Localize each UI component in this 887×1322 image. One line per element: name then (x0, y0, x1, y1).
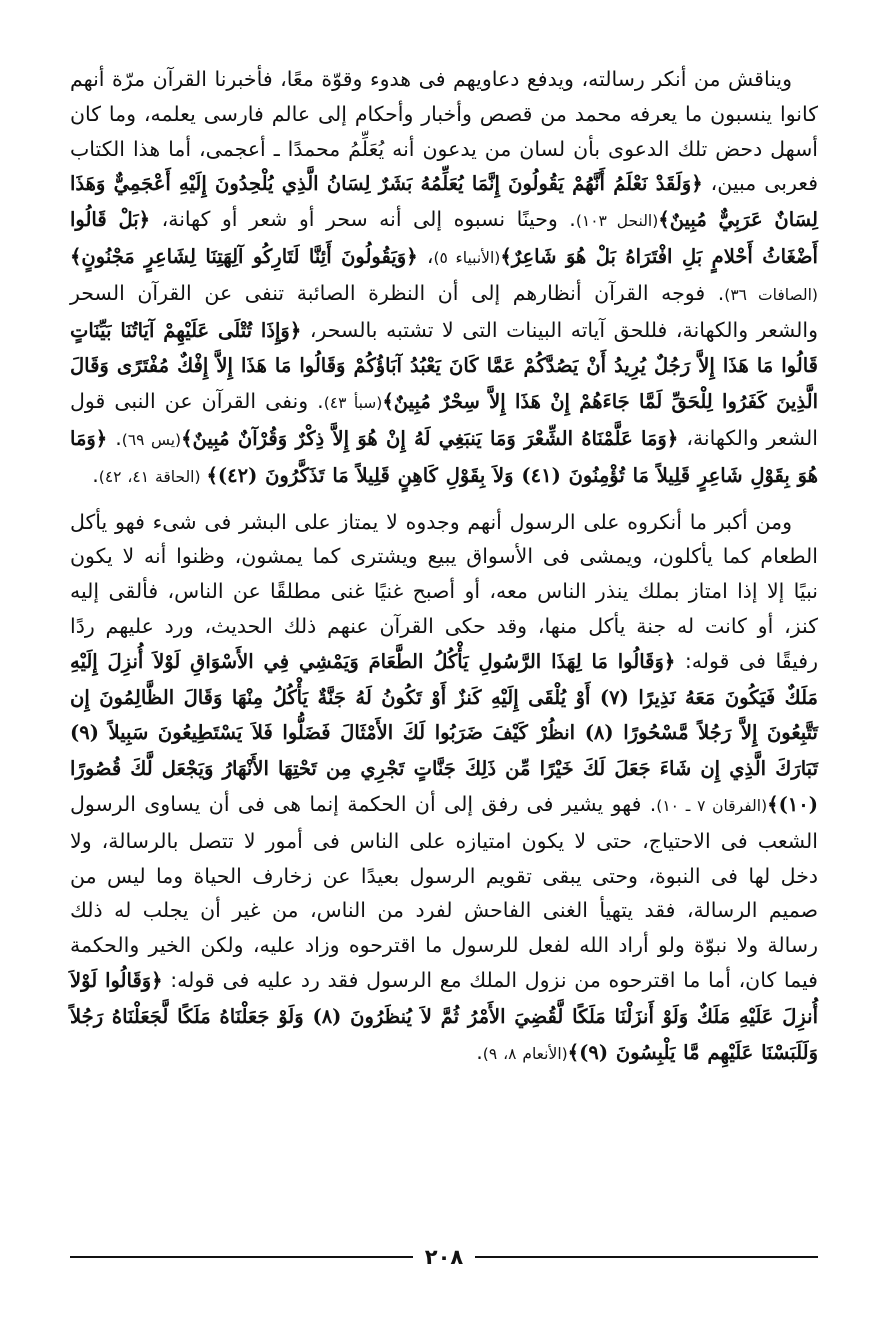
quran-verse: ﴿وَمَا عَلَّمْنَاهُ الشِّعْرَ وَمَا يَنبَغِي لَهُ إِنْ هُوَ إِلاَّ ذِكْرٌ وَقُرْآنٌ مُبِينٌ﴾ (181, 426, 679, 450)
footer-rule-right (475, 1256, 818, 1258)
paragraph-text: ومن أكبر ما أنكروه على الرسول أنهم وجدوه لا يمتاز على البشر فى شىء فهو يأكل الطعام كما يأكلون، ويمشى فى الأسواق يبيع ويشترى كما يمشون، وظنوا أنه لا يكون نبيًا إلا إذا امتاز بملك ينذر الناس معه، أو أصبح غنيًا غنى مطلقًا عن الناس، فألقى إليه كنز، أو كانت له جنة يأكل منها، وقد حكى القرآن عنهم ذلك الحديث، ورد عليهم ردًا رفيقًا فى قوله: (70, 509, 818, 673)
verse-reference: (النحل ١٠٣) (575, 212, 659, 231)
paragraph-text: . فهو يشير فى رفق إلى أن الحكمة إنما هى فى أن يساوى الرسول الشعب فى الاحتياج، حتى لا يكون امتيازه على الناس فى أمور لا تتصل بالرسالة، ولا دخل لها فى النبوة، وحتى يبقى تقويم الرسول بعيدًا عن زخارف الحياة وما ليس من صميم الرسالة، فقد يتهيأ الغنى الفاحش لفرد من الناس، من غير أن يجلب له ذلك رسالة ولا نبوّة ولو أراد الله لفعل للرسول ما اقترحوه وزاد عليه، ولكن الخير والحكمة فيما كان، أما ما اقترحوه من نزول الملك مع الرسول فقد رد عليه فى قوله: (70, 791, 818, 992)
paragraph-text: . وحينًا نسبوه إلى أنه سحر أو شعر أو كهانة، (150, 207, 576, 232)
page-body (70, 62, 818, 1071)
quran-verse: ﴿وَقَالُوا مَا لِهَذَا الرَّسُولِ يَأْكُلُ الطَّعَامَ وَيَمْشِي فِي الأَسْوَاقِ لَوْلاَ أُنزِلَ إِلَيْهِ مَلَكٌ فَيَكُونَ مَعَهُ نَذِيرًا (٧) أَوْ يُلْقَى إِلَيْهِ كَنزٌ أَوْ تَكُونُ لَهُ جَنَّةٌ يَأْكُلُ مِنْهَا وَقَالَ الظَّالِمُونَ إِن تَتَّبِعُونَ إِلاَّ رَجُلاً مَّسْحُورًا (٨) انظُرْ كَيْفَ ضَرَبُوا لَكَ الأَمْثَالَ فَضَلُّوا فَلاَ يَسْتَطِيعُونَ سَبِيلاً (٩) تَبَارَكَ الَّذِي إِن شَاءَ جَعَلَ لَكَ خَيْرًا مِّن ذَلِكَ جَنَّاتٍ تَجْرِي مِن تَحْتِهَا الأَنْهَارُ وَيَجْعَل لَّكَ قُصُورًا (١٠)﴾ (70, 649, 818, 816)
paragraph-text: . (107, 425, 122, 450)
paragraph-text: ويناقش من أنكر رسالته، ويدفع دعاويهم فى هدوء وقوّة معًا، فأخبرنا القرآن مرّة أنهم كانوا ينسبون ما يعرفه محمد من قصص وأخبار وأحكام إلى عالم فارسى يعلمه، وما كان أسهل دحض تلك الدعوى بأن لسان من يدعون أنه يُعَلِّمُ محمدًا ـ أعجمى، أما هذا الكتاب فعربى مبين، (70, 67, 818, 196)
quran-verse: ﴿وَلَقَدْ نَعْلَمُ أَنَّهُمْ يَقُولُونَ إِنَّمَا يُعَلِّمُهُ بَشَرٌ لِسَانُ الَّذِي يُلْحِدُونَ إِلَيْهِ أَعْجَمِيٌّ وَهَذَا لِسَانٌ عَرَبِيٌّ مُبِينٌ﴾ (70, 172, 818, 232)
footer-rule-left (70, 1256, 413, 1258)
verse-reference: (الأنعام ٨، ٩) (482, 1044, 568, 1063)
paragraph-2 (70, 505, 818, 1072)
paragraph-text: . (92, 462, 99, 487)
quran-verse: ﴿بَلْ قَالُوا أَضْغَاثُ أَحْلامٍ بَلِ افْتَرَاهُ بَلْ هُوَ شَاعِرٌ﴾ (70, 208, 818, 268)
page-footer (70, 1242, 818, 1272)
verse-reference: (الحاقة ٤١، ٤٢) (98, 467, 207, 486)
paragraph-text: ، (417, 243, 434, 268)
verse-reference: (الأنبياء ٥) (433, 248, 501, 267)
quran-verse: ﴿وَمَا هُوَ بِقَوْلِ شَاعِرٍ قَلِيلاً مَا تُؤْمِنُونَ (٤١) وَلاَ بِقَوْلِ كَاهِنٍ قَلِيلاً مَا تَذَكَّرُونَ (٤٢)﴾ (70, 426, 818, 487)
verse-reference: (سبأ ٤٣) (323, 394, 383, 413)
verse-reference: (الفرقان ٧ ـ ١٠) (656, 796, 768, 815)
quran-verse: ﴿وَقَالُوا لَوْلاَ أُنزِلَ عَلَيْهِ مَلَكٌ وَلَوْ أَنزَلْنَا مَلَكًا لَّقُضِيَ الأَمْرُ ثُمَّ لاَ يُنظَرُونَ (٨) وَلَوْ جَعَلْنَاهُ مَلَكًا لَّجَعَلْنَاهُ رَجُلاً وَلَلَبَسْنَا عَلَيْهِم مَّا يَلْبِسُونَ (٩)﴾ (70, 968, 818, 1064)
paragraph-text: . (476, 1039, 483, 1064)
quran-verse: ﴿وَيَقُولُونَ أَئِنَّا لَتَارِكُو آلِهَتِنَا لِشَاعِرٍ مَجْنُونٍ﴾ (70, 244, 418, 268)
paragraph-text: . فوجه القرآن أنظارهم إلى أن النظرة الصائبة تنفى عن القرآن السحر والشعر والكهانة، فللحق آياته البينات التى لا تشتبه بالسحر، (70, 280, 819, 342)
verse-reference: (يس ٦٩) (121, 430, 182, 449)
paragraph-text: . ونفى القرآن عن النبى قول الشعر والكهانة، (70, 389, 818, 450)
quran-verse: ﴿وَإِذَا تُتْلَى عَلَيْهِمْ آيَاتُنَا بَيِّنَاتٍ قَالُوا مَا هَذَا إِلاَّ رَجُلٌ يُرِيدُ أَنْ يَصُدَّكُمْ عَمَّا كَانَ يَعْبُدُ آبَاؤُكُمْ وَقَالُوا مَا هَذَا إِلاَّ إِفْكٌ مُفْتَرًى وَقَالَ الَّذِينَ كَفَرُوا لِلْحَقِّ لَمَّا جَاءَهُمْ إِنْ هَذَا إِلاَّ سِحْرٌ مُبِينٌ﴾ (70, 318, 818, 414)
page-number: ٢٠٨ (424, 1245, 464, 1269)
paragraph-1 (70, 62, 818, 495)
verse-reference: (الصافات ٣٦) (724, 285, 818, 304)
